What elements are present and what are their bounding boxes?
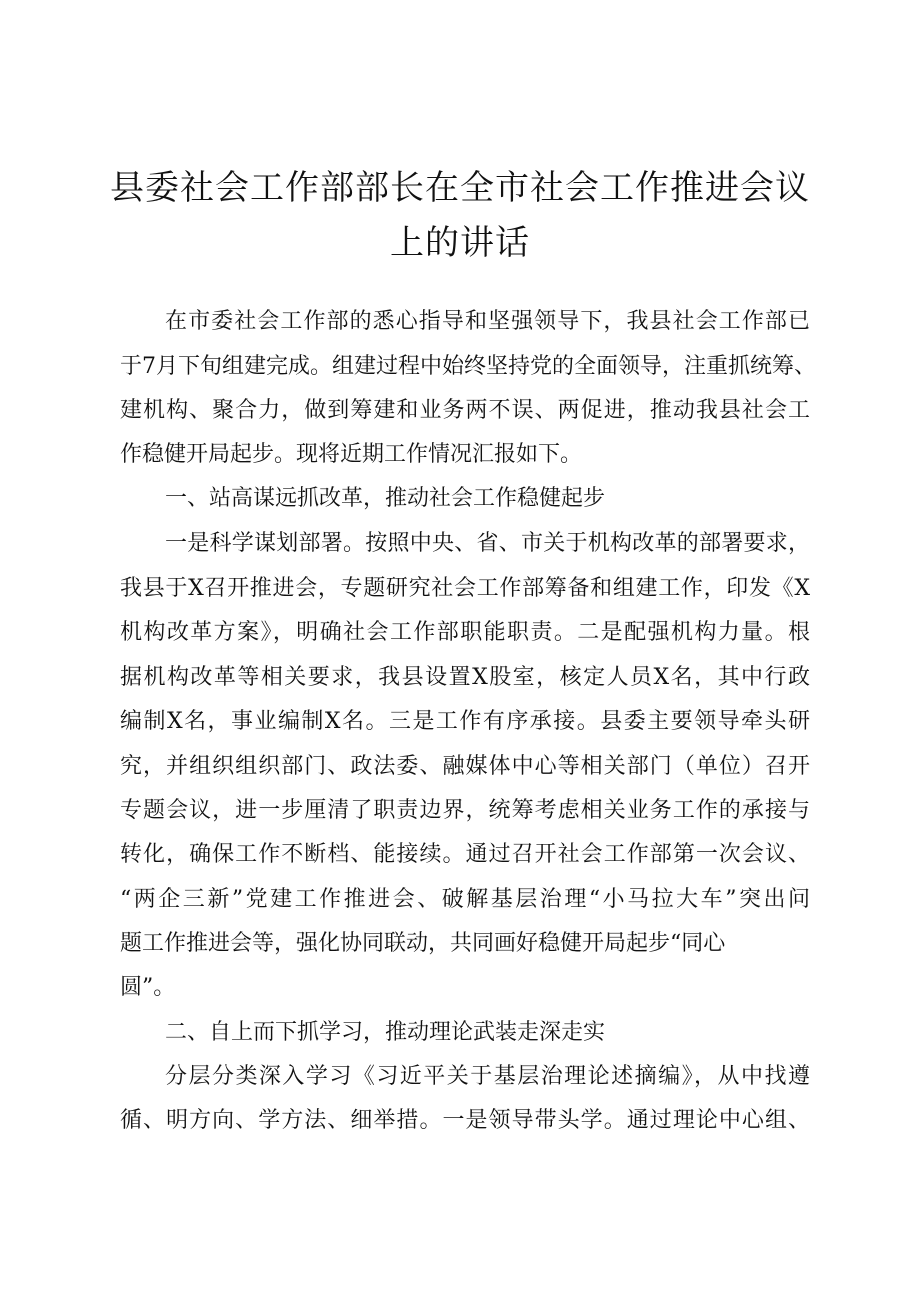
section-1-heading: 一、站高谋远抓改革，推动社会工作稳健起步 — [165, 486, 606, 511]
section-2-line: 分层分类深入学习《习近平关于基层治理论述摘编》，从中找遵 — [165, 1064, 810, 1089]
intro-line: 在市委社会工作部的悉心指导和坚强领导下，我县社会工作部已 — [165, 309, 810, 334]
document-title-line-1: 县委社会工作部部长在全市社会工作推进会议 — [110, 168, 810, 208]
section-1-line: 我县于X召开推进会，专题研究社会工作部筹备和组建工作，印发《X — [120, 576, 810, 601]
section-1-line: 题工作推进会等，强化协同联动，共同画好稳健开局起步“同心 — [120, 931, 726, 956]
section-1-line: 据机构改革等相关要求，我县设置X股室，核定人员X名，其中行政 — [120, 665, 810, 690]
section-1-line: 究，并组织组织部门、政法委、融媒体中心等相关部门（单位）召开 — [120, 754, 810, 779]
section-1-line: 专题会议，进一步厘清了职责边界，统筹考虑相关业务工作的承接与 — [120, 798, 810, 823]
section-2-heading: 二、自上而下抓学习，推动理论武装走深走实 — [165, 1020, 606, 1045]
section-1-line: 编制X名，事业编制X名。三是工作有序承接。县委主要领导牵头研 — [120, 709, 810, 734]
document-title-line-2: 上的讲话 — [390, 223, 530, 263]
section-1-line: 机构改革方案》，明确社会工作部职能职责。二是配强机构力量。根 — [120, 620, 810, 645]
section-1-line: 一是科学谋划部署。按照中央、省、市关于机构改革的部署要求， — [165, 531, 810, 556]
section-1-line: 圆”。 — [120, 975, 176, 1000]
intro-line: 于7月下旬组建完成。组建过程中始终坚持党的全面领导，注重抓统筹、 — [120, 354, 816, 379]
intro-line: 作稳健开局起步。现将近期工作情况汇报如下。 — [120, 442, 583, 467]
intro-line: 建机构、聚合力，做到筹建和业务两不误、两促进，推动我县社会工 — [120, 398, 810, 423]
section-2-line: 循、明方向、学方法、细举措。一是领导带头学。通过理论中心组、 — [120, 1108, 810, 1133]
section-1-line: “两企三新”党建工作推进会、破解基层治理“小马拉大车”突出问 — [120, 887, 810, 912]
section-1-line: 转化，确保工作不断档、能接续。通过召开社会工作部第一次会议、 — [120, 842, 810, 867]
